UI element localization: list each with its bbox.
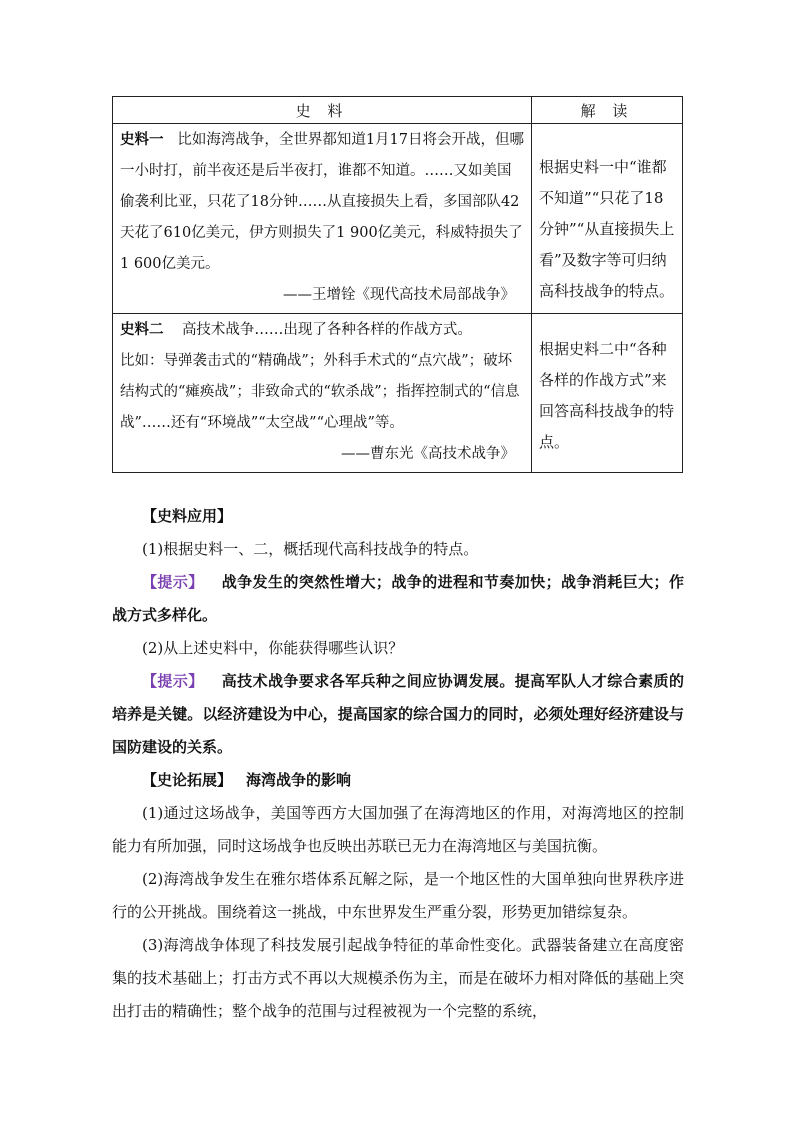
source-interpretation-table <box>112 96 683 473</box>
source-cell-2 <box>113 314 532 473</box>
interpretation-cell-2 <box>532 314 683 473</box>
source-label-1: 史料一 <box>120 132 164 148</box>
section-heading-application: 【史料应用】 <box>142 507 233 525</box>
interpretation-text-1: 根据史料一中“谁都不知道”“只花了18分钟”“从直接损失上看”及数字等可归纳高科技战争的特点。 <box>539 158 675 300</box>
hint-label: 【提示】 <box>142 573 204 591</box>
paragraph-3: (3)海湾战争体现了科技发展引起战争特征的革命性变化。武器装备建立在高度密集的技术基础上；打击方式不再以大规模杀伤为主，而是在破坏力相对降低的基础上突出打击的精确性；整个战争的范围与过程被视为一个完整的系统， <box>112 936 684 1020</box>
header-interpretation: 解 读 <box>532 97 683 124</box>
source-cell-1 <box>113 124 532 314</box>
source-citation-2: ——曹东光《高技术战争》 <box>341 446 515 462</box>
paragraph-2: (2)海湾战争发生在雅尔塔体系瓦解之际，是一个地区性的大国单独向世界秩序进行的公开挑战。围绕着这一挑战，中东世界发生严重分裂，形势更加错综复杂。 <box>112 870 684 921</box>
source-text-1: 比如海湾战争，全世界都知道1月17日将会开战，但哪一小时打，前半夜还是后半夜打，谁都不知道。……又如美国偷袭利比亚，只花了18分钟……从直接损失上看，多国部队42天花了610亿美元，伊方则损失了1 900亿美元，科威特损失了1 600亿美元。 <box>120 132 525 272</box>
source-text-2-line1: 高技术战争……出现了各种各样的作战方式。 <box>181 322 472 338</box>
answer-1: 战争发生的突然性增大；战争的进程和节奏加快；战争消耗巨大；作战方式多样化。 <box>112 573 684 624</box>
section-title-extension: 海湾战争的影响 <box>246 771 352 789</box>
question-1: (1)根据史料一、二，概括现代高科技战争的特点。 <box>142 540 479 558</box>
answer-2: 高技术战争要求各军兵种之间应协调发展。提高军队人才综合素质的培养是关键。以经济建设为中心，提高国家的综合国力的同时，必须处理好经济建设与国防建设的关系。 <box>112 672 684 756</box>
header-sources: 史 料 <box>113 97 532 124</box>
section-heading-extension: 【史论拓展】 <box>142 771 233 789</box>
source-label-2: 史料二 <box>120 322 164 338</box>
question-2: (2)从上述史料中，你能获得哪些认识？ <box>142 639 404 657</box>
table-row <box>113 314 683 473</box>
table-header-row <box>113 97 683 124</box>
hint-label: 【提示】 <box>142 672 204 690</box>
source-text-2: 比如：导弹袭击式的“精确战”；外科手术式的“点穴战”；破坏结构式的“瘫痪战”；非致命式的“软杀战”；指挥控制式的“信息战”……还有“环境战”“太空战”“心理战”等。 <box>120 353 520 431</box>
main-text <box>112 500 684 1028</box>
interpretation-text-2: 根据史料二中“各种各样的作战方式”来回答高科技战争的特点。 <box>539 340 675 451</box>
table-row <box>113 124 683 314</box>
interpretation-cell-1 <box>532 124 683 314</box>
paragraph-1: (1)通过这场战争，美国等西方大国加强了在海湾地区的作用，对海湾地区的控制能力有所加强，同时这场战争也反映出苏联已无力在海湾地区与美国抗衡。 <box>112 804 684 855</box>
source-citation-1: ——王增铨《现代高技术局部战争》 <box>283 287 515 303</box>
